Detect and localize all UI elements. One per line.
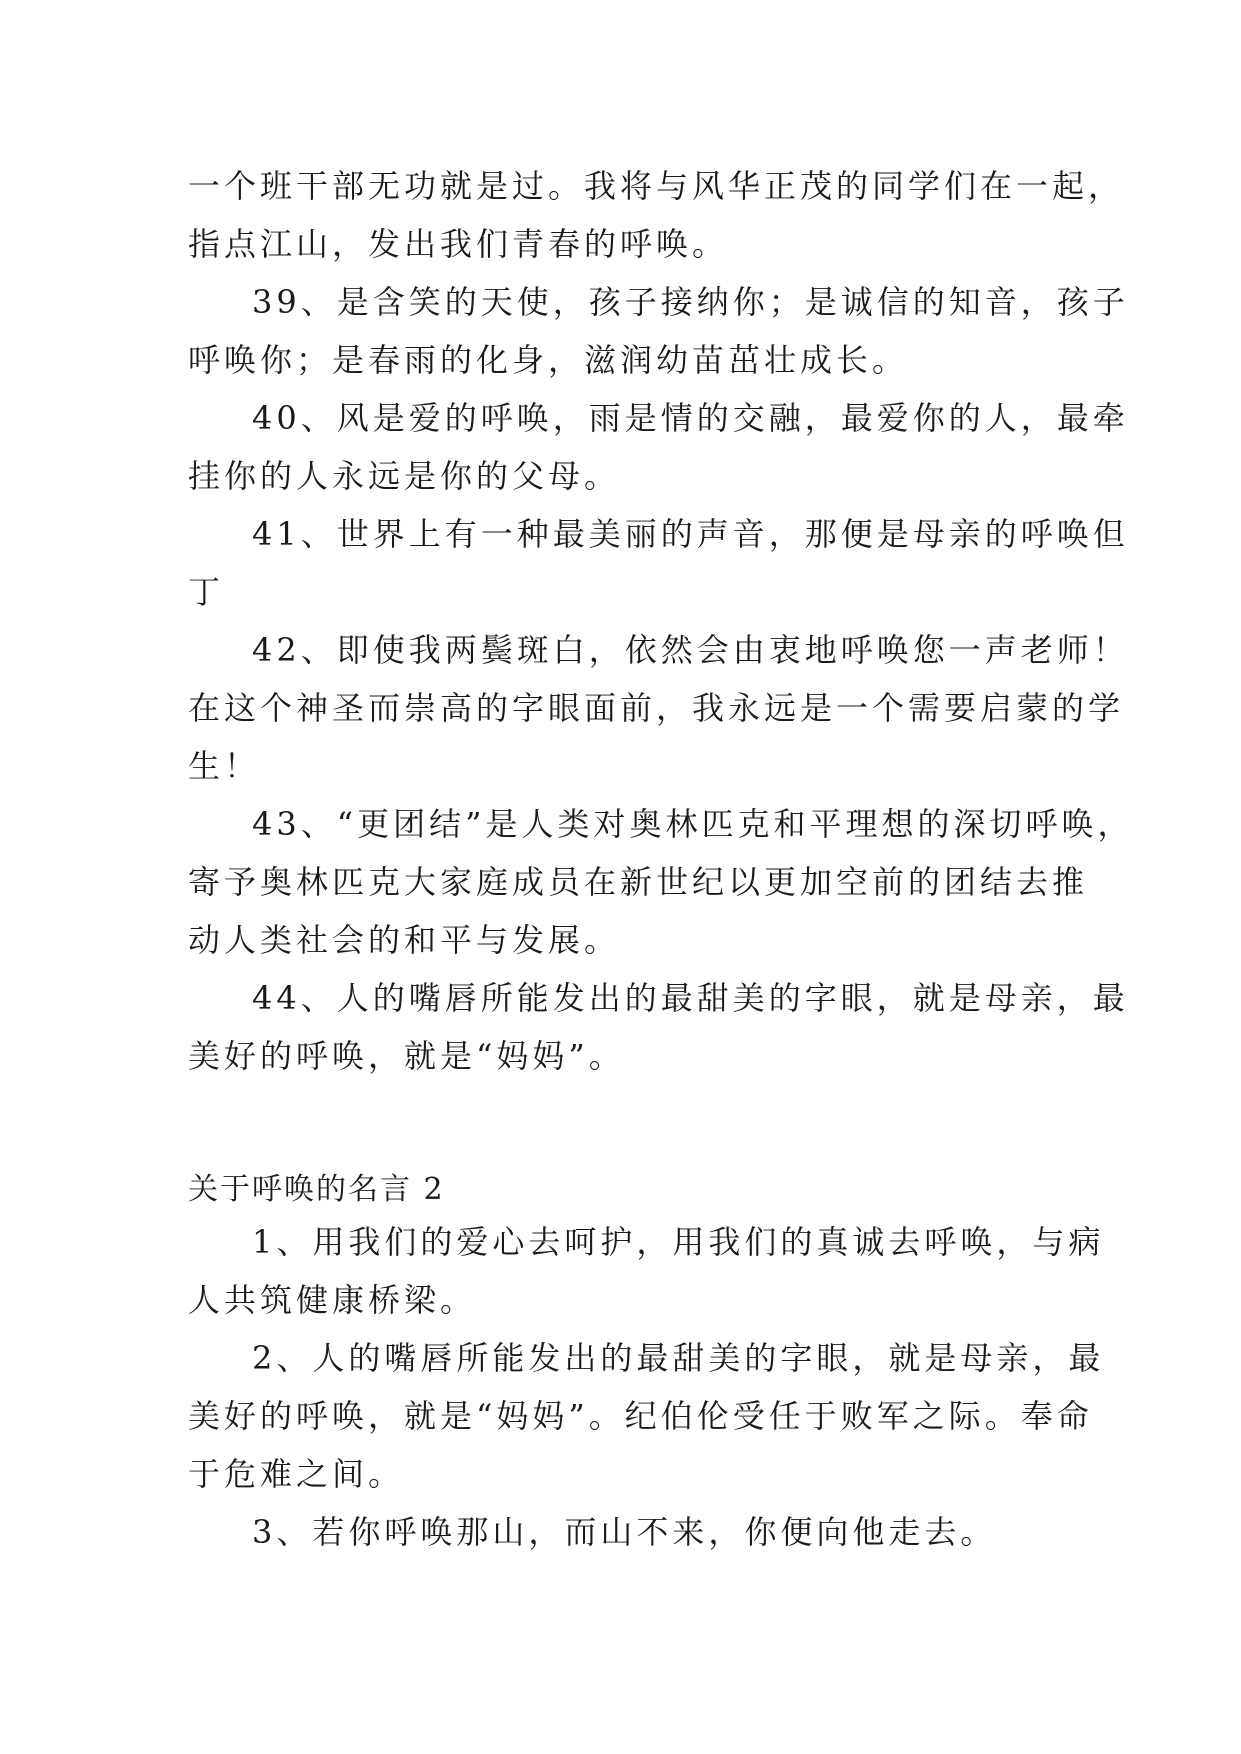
text-line: 丁 [188,573,225,611]
text-line: 指点江山，发出我们青春的呼唤。 [188,225,729,263]
text-line: 美好的呼唤，就是“妈妈”。纪伯伦受任于败军之际。奉命 [188,1397,1093,1435]
text-line: 挂你的人永远是你的父母。 [188,457,621,495]
paragraph-44-line: 44、人的嘴唇所能发出的最甜美的字眼，就是母亲，最 [252,979,1129,1017]
section-2-body [188,1213,1105,1561]
text-line: 人共筑健康桥梁。 [188,1281,477,1319]
paragraph-39-line: 39、是含笑的天使，孩子接纳你；是诚信的知音，孩子 [252,283,1129,321]
text-line: 于危难之间。 [188,1455,405,1493]
text-line: 动人类社会的和平与发展。 [188,921,621,959]
text-line: 一个班干部无功就是过。我将与风华正茂的同学们在一起， [188,167,1125,205]
section-heading: 关于呼唤的名言 2 [188,1172,445,1207]
paragraph-3-line: 3、若你呼唤那山，而山不来，你便向他走去。 [252,1513,997,1551]
paragraph-2-line: 2、人的嘴唇所能发出的最甜美的字眼，就是母亲，最 [252,1339,1105,1377]
paragraph-43-line: 43、“更团结”是人类对奥林匹克和平理想的深切呼唤， [252,805,1134,843]
text-line: 美好的呼唤，就是“妈妈”。 [188,1037,625,1075]
paragraph-40-line: 40、风是爱的呼唤，雨是情的交融，最爱你的人，最牵 [252,399,1129,437]
paragraph-41-line: 41、世界上有一种最美丽的声音，那便是母亲的呼唤但 [252,515,1129,553]
paragraph-1-line: 1、用我们的爱心去呵护，用我们的真诚去呼唤，与病 [252,1223,1105,1261]
text-line: 生！ [188,747,261,785]
section-1-body [188,157,1134,1085]
paragraph-42-line: 42、即使我两鬓斑白，依然会由衷地呼唤您一声老师！ [252,631,1129,669]
text-line: 寄予奥林匹克大家庭成员在新世纪以更加空前的团结去推 [188,863,1089,901]
text-line: 在这个神圣而崇高的字眼面前，我永远是一个需要启蒙的学 [188,689,1125,727]
text-line: 呼唤你；是春雨的化身，滋润幼苗茁壮成长。 [188,341,909,379]
